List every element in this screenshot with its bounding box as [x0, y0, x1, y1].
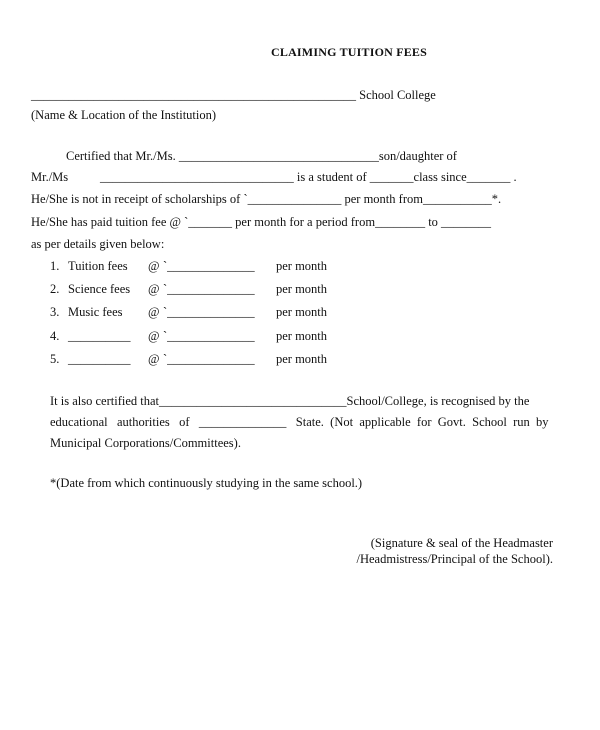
recognition-line-3: Municipal Corporations/Committees). [50, 436, 241, 450]
fee-unit: per month [276, 352, 328, 366]
recognition-line-1: It is also certified that______________________________School/College, is recognised by the [50, 394, 530, 408]
fee-label: Music fees [68, 305, 123, 319]
fee-number: 4. [50, 329, 60, 343]
fee-label: __________ [68, 329, 131, 343]
fee-amount-blank: `______________ [163, 282, 255, 296]
recognition-line-2: educational authorities of ______________ State. (Not applicable for Govt. School run by [50, 415, 549, 429]
fee-at-sign: @ [148, 305, 160, 319]
fee-label: Tuition fees [68, 259, 128, 273]
details-intro: as per details given below: [31, 237, 165, 251]
signature-caption-line-1: (Signature & seal of the Headmaster [370, 536, 553, 550]
fee-number: 3. [50, 305, 60, 319]
fee-unit: per month [276, 282, 328, 296]
footnote: *(Date from which continuously studying in the same school.) [50, 476, 363, 490]
form-title: CLAIMING TUITION FEES [271, 45, 428, 59]
fee-at-sign: @ [148, 352, 160, 366]
fee-unit: per month [276, 329, 328, 343]
fee-number: 1. [50, 259, 60, 273]
fee-number: 5. [50, 352, 60, 366]
fee-amount-blank: `______________ [163, 259, 255, 273]
institution-name-line: ____________________________________________________ School College [31, 88, 436, 102]
tuition-paid-line: He/She has paid tuition fee @ `_______ per month for a period from________ to ________ [31, 215, 492, 229]
certify-line-2-label: Mr./Ms [31, 170, 69, 184]
signature-caption-line-2: /Headmistress/Principal of the School). [356, 552, 553, 566]
fee-amount-blank: `______________ [163, 305, 255, 319]
fee-label: Science fees [68, 282, 131, 296]
fee-at-sign: @ [148, 329, 160, 343]
fee-amount-blank: `______________ [163, 329, 255, 343]
fee-unit: per month [276, 259, 328, 273]
certify-line-1: Certified that Mr./Ms. ________________________________son/daughter of [66, 149, 457, 163]
certify-line-2: _______________________________ is a student of _______class since_______ . [100, 170, 517, 184]
institution-caption: (Name & Location of the Institution) [31, 108, 217, 122]
fee-at-sign: @ [148, 282, 160, 296]
fee-amount-blank: `______________ [163, 352, 255, 366]
fee-number: 2. [50, 282, 60, 296]
fee-at-sign: @ [148, 259, 160, 273]
scholarship-line: He/She is not in receipt of scholarships of `_______________ per month from___________*. [31, 192, 502, 206]
fee-unit: per month [276, 305, 328, 319]
fee-label: __________ [68, 352, 131, 366]
